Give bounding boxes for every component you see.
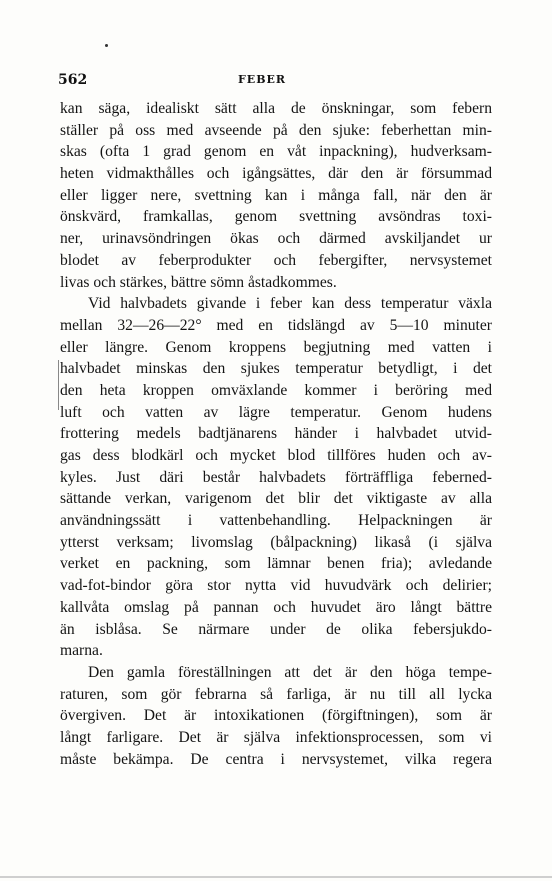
text-line: luft och vatten av lägre temperatur. Genom hudens	[60, 403, 492, 421]
text-line: verket en packning, som lämnar benen fria); avledande	[60, 555, 492, 573]
text-line: Den gamla föreställningen att det är den höga tempe-	[88, 663, 492, 681]
text-line: Vid halvbadets givande i feber kan dess temperatur växla	[88, 295, 492, 313]
text-line: ställer på oss med avseende på den sjuke: feberhettan min-	[60, 121, 492, 139]
ink-speck	[105, 44, 108, 47]
text-line: önskvärd, framkallas, genom svettning avsöndras toxi-	[60, 208, 492, 226]
text-line: den heta kroppen omväxlande kommer i beröring med	[60, 381, 492, 399]
text-line: kyles. Just däri består halvbadets förträffliga feberned-	[60, 468, 492, 486]
text-line: övergiven. Det är intoxikationen (förgiftningen), som är	[60, 707, 492, 725]
text-line: än isblåsa. Se närmare under de olika febersjukdo-	[60, 620, 492, 638]
text-line: gas dess blodkärl och mycket blod tillföres huden och av-	[60, 447, 492, 464]
page-header	[58, 72, 498, 90]
body-text	[60, 98, 492, 770]
text-line: kan säga, idealiskt sätt alla de önskningar, som febern	[60, 100, 492, 117]
text-line: raturen, som gör febrarna så farliga, är nu till all lycka	[60, 685, 492, 703]
text-line: vad-fot-bindor göra stor nytta vid huvudvärk och delirier;	[60, 577, 492, 595]
text-line: blodet av feberprodukter och febergifter, nervsystemet	[60, 251, 492, 269]
page-edge	[0, 876, 552, 878]
page-number: 562	[58, 72, 88, 88]
text-line: livas och stärkes, bättre sömn åstadkommes.	[60, 273, 337, 291]
running-title: FEBER	[238, 73, 287, 86]
text-line: frottering medels badtjänarens händer i halvbadet utvid-	[60, 425, 492, 443]
text-line: användningssätt i vattenbehandling. Helpackningen är	[60, 512, 492, 530]
text-line: eller längre. Genom kroppens begjutning med vatten i	[60, 338, 492, 356]
text-line: eller ligger nere, svettning kan i många fall, när den är	[60, 186, 492, 204]
text-line: ner, urinavsöndringen ökas och därmed avskiljandet ur	[60, 230, 492, 248]
text-line: skas (ofta 1 grad genom en våt inpackning), hudverksam-	[60, 143, 492, 161]
text-line: sättande verkan, varigenom det blir det viktigaste av alla	[60, 490, 492, 508]
margin-line	[58, 360, 59, 410]
text-line: kallvåta omslag på pannan och huvudet äro långt bättre	[60, 598, 492, 616]
text-line: marna.	[60, 642, 103, 660]
text-line: ytterst verksam; livomslag (bålpackning) likaså (i själva	[60, 533, 492, 551]
text-line: halvbadet minskas den sjukes temperatur betydligt, i det	[60, 360, 492, 378]
text-line: måste bekämpa. De centra i nervsystemet, vilka regera	[60, 750, 492, 768]
text-line: långt farligare. Det är själva infektionsprocessen, som vi	[60, 728, 492, 746]
text-line: mellan 32—26—22° med en tidslängd av 5—10 minuter	[60, 316, 492, 334]
text-line: heten vidmakthålles och igångsättes, där den är försummad	[60, 165, 492, 183]
